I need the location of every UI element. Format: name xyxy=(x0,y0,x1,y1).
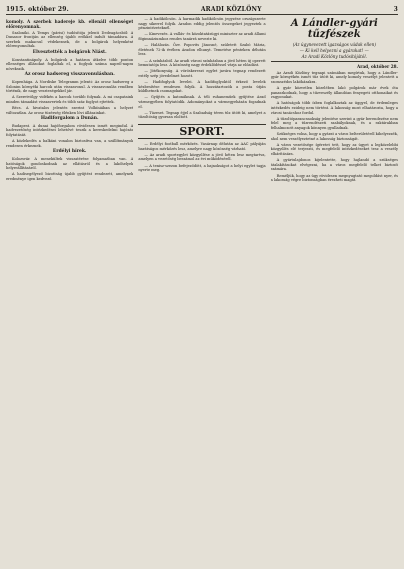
paragraph: A hatóságok több ízben foglalkoztak az üggyel, de érdemleges intézkedés ezideig nem történt. A lakosság most elhatározta, hogy a városi tanácshoz fordul. xyxy=(270,101,398,115)
page-header xyxy=(6,4,398,15)
divider xyxy=(271,61,398,62)
section-headline: Az orosz hadsereg visszavonulásban. xyxy=(24,72,115,78)
paragraph: A gyár közvetlen közelében lakó polgárok már évek óta panaszkodnak, hogy a tűzveszély állandóan fenyegeti otthonaikat és vagyonukat. xyxy=(270,85,398,100)
news-item: — Hadifoglyok levelei. A hadifoglyoktól érkező levelek kézbesítése rendesen folyik. A hozzátartozók a posta útján küldhetnek csomagokat. xyxy=(138,80,266,94)
lead-headline: komoly. A szerbek hadereje kb. ellenáll ellenséget előrenyomnak. xyxy=(6,19,134,29)
section-headline: Hadiforgalom a Dunán. xyxy=(40,116,99,122)
paragraph: Az Aradi Közlöny tegnapi számában megírtuk, hogy a Lándler-gyár környékén ismét tűz ütött ki, amely komoly veszélyt jelentett a szomszédos lakóházakra. xyxy=(270,70,398,84)
column-3 xyxy=(271,17,398,565)
column-2 xyxy=(138,17,265,565)
news-item: — Jótékonyság. A vöröskereszt egylet javára tegnap rendezett estély szép jövedelmet hozott. xyxy=(138,69,266,78)
sport-section-heading: SPORT. xyxy=(138,124,265,139)
article-columns xyxy=(6,17,398,565)
byline: Az Aradi Közlöny tudósítójától. xyxy=(301,54,367,59)
news-item: — Kinevezés. A vallás- és közoktatásügyi miniszter az aradi állami főgimnáziumhoz rendes tanárrá nevezte ki. xyxy=(138,32,266,41)
main-headline: A Lándler-gyári tűzfészek xyxy=(290,18,378,40)
news-item: — Halálozás. Özv. Popovits Jánosné, született Szabó Mária, életének 72-ik évében Aradon elhunyt. Temetése pénteken délután lesz. xyxy=(138,43,266,57)
paragraph: Bécs. A hivatalos jelentés szerint Volhíniában a helyzet változatlan. Az orosz tüzérség élénken lövi állásainkat. xyxy=(6,106,134,115)
section-headline: Erdélyi hírek. xyxy=(52,149,87,155)
paragraph: Budapest. A dunai hajóforgalom rövidesen ismét megindul. A hadvezetőség intézkedései lehetővé teszik a kereskedelmi hajózás folytatását. xyxy=(6,123,134,138)
subheadline: — Ki kell helyezni a gyárakat! — xyxy=(299,48,369,53)
paragraph: Reméljük, hogy az ügy rövidesen megnyugtató megoldást nyer, és a lakosság végre biztonságban érezheti magát. xyxy=(270,173,398,183)
header-page-number: 3 xyxy=(393,5,398,13)
paragraph: Konstantinápoly. A bolgárok a határon átkelve több ponton ellenséges állásokat foglaltak el, a foglyok száma napról-napra növekszik. xyxy=(6,57,134,71)
section-headline: Elvesztették a bolgárok Niást. xyxy=(32,49,107,55)
news-item: — Tüzeset. Tegnap éjjel a Szabadság téren tűz ütött ki, amelyet a tűzoltóság gyorsan eloltott. xyxy=(138,110,266,120)
news-item: — A hadikölcsön. A harmadik hadikölcsön jegyzése országszerte nagy sikerrel folyik. Aradon eddig jelentős összegeket jegyeztek a pénzintézeteknél. xyxy=(138,17,266,31)
news-item: — A színházból. Az aradi városi színházban a jövő héten új operett bemutatója lesz. A közönség nagy érdeklődéssel várja az előadást. xyxy=(138,58,266,68)
paragraph: A gyártulajdonos kijelentette, hogy hajlandó a szükséges átalakításokat elvégezni, ha a város megfelelő telket biztosít számára. xyxy=(270,158,398,172)
paragraph: A közlekedés a balkáni vonalon biztosítva van, a szállítmányok rendesen érkeznek. xyxy=(6,139,134,148)
paragraph: Szaloniki. A Temps (párisi) tudósítója jelenti Dedeagácsból: A Dunasor frontján az ellenség újabb erőkkel indult támadásra. A szerbek makacsul védekeznek, de a bolgárok helyenként előrenyomultak. xyxy=(6,30,134,49)
subheadline: (Az úgynevezett igazságos vádak ellen) xyxy=(292,42,376,47)
paragraph: A hadisegélyező bizottság újabb gyűjtést rendezett, amelynek eredménye igen kedvező. xyxy=(6,172,134,181)
paragraph: A tűzoltóparancsnokság jelentése szerint a gyár berendezése nem felel meg a tűzrendészeti szabályoknak, és a raktárakban felhalmozott anyagok könnyen gyulladnak. xyxy=(270,116,398,130)
news-item: — Erdélyi football mérkőzés. Vasárnap délután az AAC pályáján barátságos mérkőzés lesz, amelyre nagy közönség várható. xyxy=(138,142,266,151)
paragraph: Kopenhága. A Nordiske Telegramm jelenti: Az orosz hadsereg a Szlonim környéki harcok után visszavonul. A visszavonulás rendben történik, de nagy veszteségekkel jár. xyxy=(6,79,134,94)
dateline: Arad, október 28. xyxy=(357,64,398,69)
header-paper-title: ARADI KÖZLÖNY xyxy=(200,5,262,13)
paragraph: Kolozsvár. A menekültek visszatérése folyamatban van. A hatóságok gondoskodnak az ellátásról és a lakóhelyek helyreállításáról. xyxy=(6,157,134,171)
column-1 xyxy=(6,17,133,565)
header-date: 1915. október 29. xyxy=(6,5,69,13)
news-item: — Gyűjtés a katonáknak. A téli ruhaneműek gyűjtése Arad vármegyében folytatódik. Adományokat a vármegyeházán fogadnak el. xyxy=(138,95,266,109)
paragraph: A Szeretvölgy vidékén a harcok tovább folynak. A mi csapataink minden támadást visszavertek és több száz foglyot ejtettek. xyxy=(6,95,134,104)
paragraph: A város vezetősége ígéretet tett, hogy az ügyet a legközelebbi közgyűlés elé terjeszti, és megfelelő intézkedéseket tesz a veszély elhárítására. xyxy=(270,142,398,157)
news-item: — A tenisz-szezon befejeződött, a bajnokságot a helyi egylet tagja nyerte meg. xyxy=(138,163,266,173)
news-item: — Az aradi sportegylet közgyűlése a jövő héten lesz megtartva, amelyen a vezetőség beszámol az évi működéséről. xyxy=(138,152,266,162)
paragraph: Szükséges volna, hogy a gyárat a város belterületéről kihelyezzék, ahol nem veszélyeztetné a lakosság biztonságát. xyxy=(270,132,398,141)
